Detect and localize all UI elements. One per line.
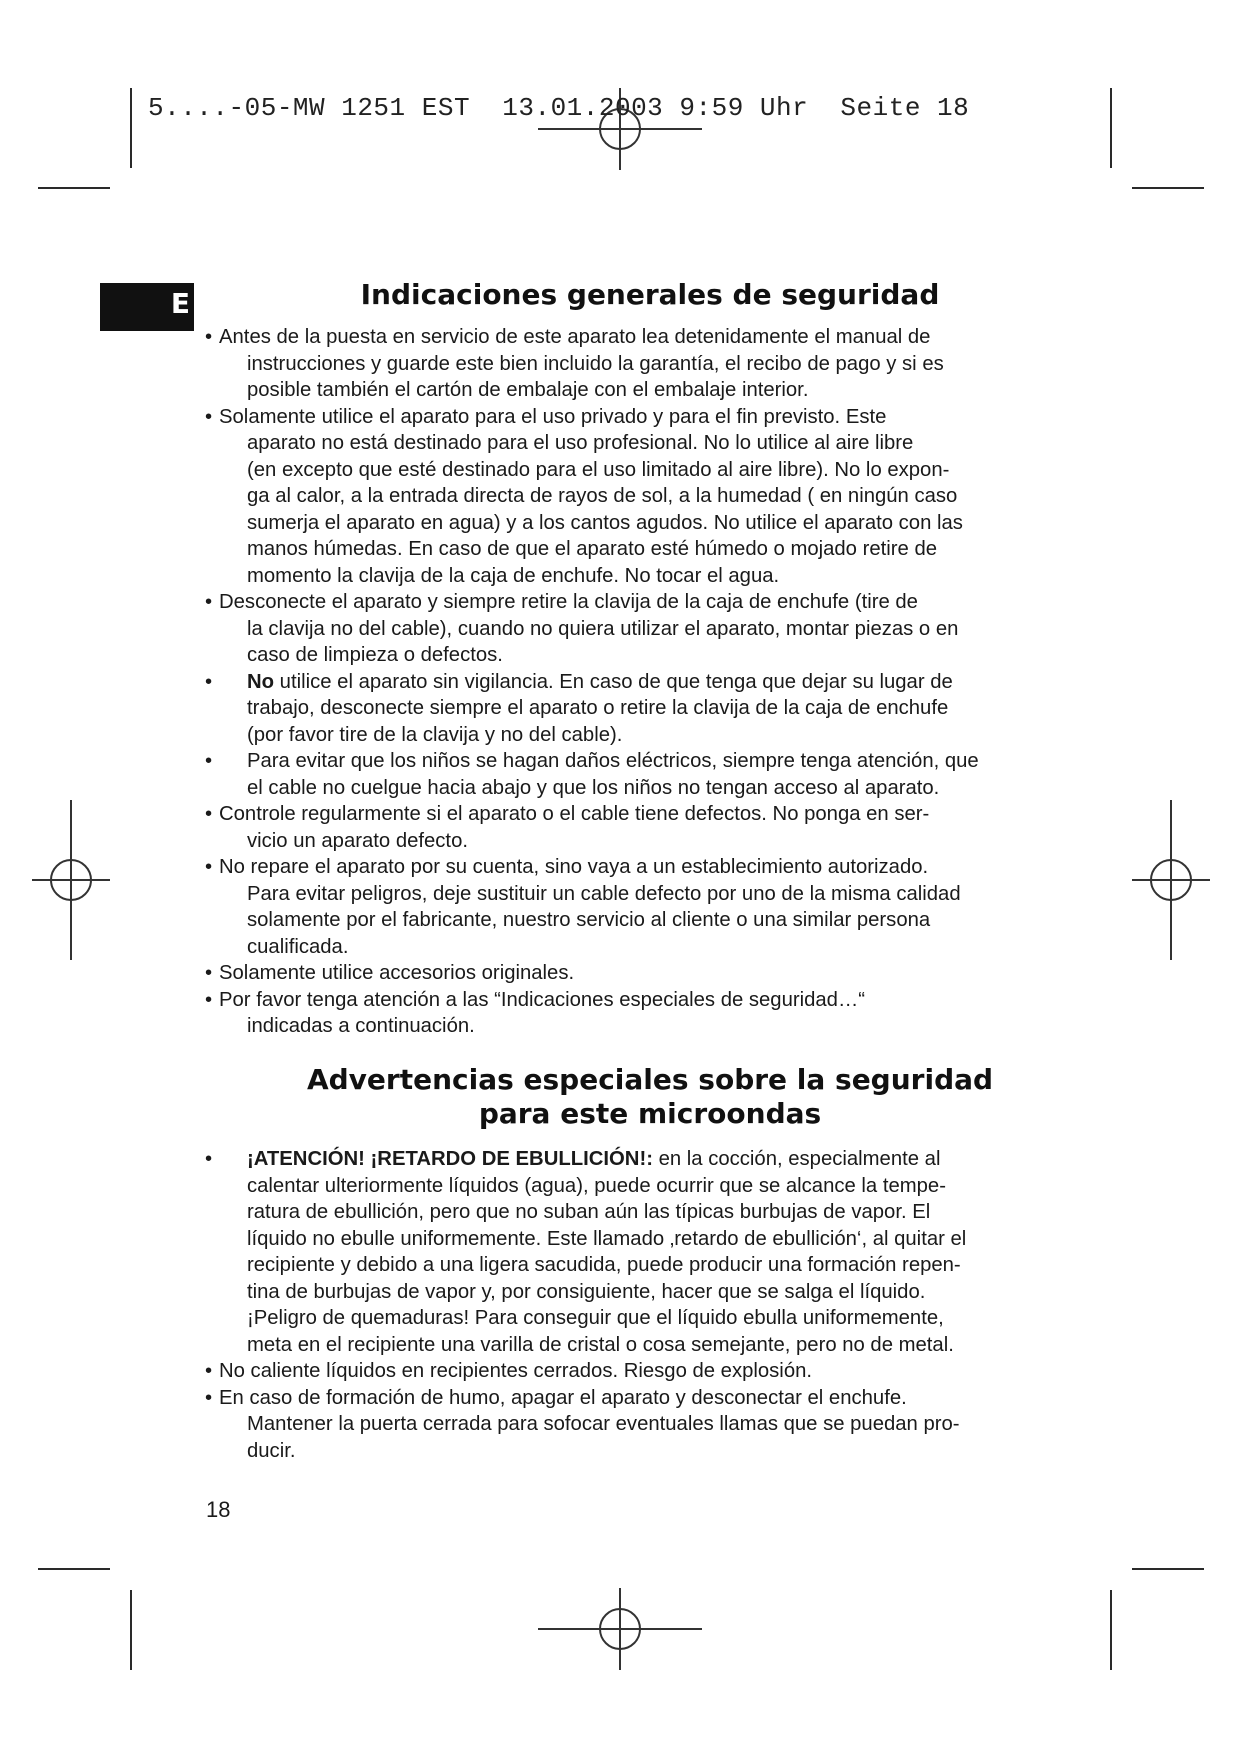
text-line bbox=[247, 642, 1075, 669]
section-title-general-safety: Indicaciones generales de seguridad bbox=[360, 278, 940, 311]
line-text: cualificada. bbox=[247, 935, 349, 958]
text-line bbox=[247, 377, 1075, 404]
list-item bbox=[205, 748, 1075, 801]
text-line bbox=[247, 1013, 1075, 1040]
text-line bbox=[247, 722, 1075, 749]
line-text: el cable no cuelgue hacia abajo y que los niños no tengan acceso al aparato. bbox=[247, 776, 940, 799]
crop-mark bbox=[1110, 1590, 1112, 1670]
line-text: calentar ulteriormente líquidos (agua), puede ocurrir que se alcance la tempe- bbox=[247, 1174, 946, 1197]
text-line bbox=[247, 907, 1075, 934]
crop-mark bbox=[130, 1590, 132, 1670]
list-item bbox=[205, 960, 1075, 987]
line-text: aparato no está destinado para el uso profesional. No lo utilice al aire libre bbox=[247, 432, 914, 454]
text-line bbox=[219, 1358, 1075, 1385]
crop-mark bbox=[1132, 187, 1204, 189]
general-safety-list bbox=[205, 324, 1075, 1040]
text-line bbox=[247, 351, 1075, 378]
bullet-icon: • bbox=[205, 591, 213, 613]
line-text: manos húmedas. En caso de que el aparato esté húmedo o mojado retire de bbox=[247, 538, 937, 560]
line-text: caso de limpieza o defectos. bbox=[247, 644, 503, 666]
line-text: No caliente líquidos en recipientes cerrados. Riesgo de explosión. bbox=[219, 1360, 813, 1382]
page-number: 18 bbox=[206, 1497, 231, 1522]
line-text: meta en el recipiente una varilla de cristal o cosa semejante, pero no de metal. bbox=[247, 1333, 954, 1356]
section-title-special-warnings bbox=[200, 1063, 1100, 1131]
text-line bbox=[219, 960, 1075, 987]
line-text: (por favor tire de la clavija y no del cable). bbox=[247, 723, 623, 746]
line-text: solamente por el fabricante, nuestro servicio al cliente o una similar persona bbox=[247, 909, 931, 931]
text-line bbox=[219, 324, 1075, 351]
text-line bbox=[247, 934, 1075, 961]
line-text: En caso de formación de humo, apagar el aparato y desconectar el enchufe. bbox=[219, 1386, 907, 1409]
line-text: en la cocción, especialmente al bbox=[652, 1148, 941, 1170]
text-line bbox=[219, 1385, 1075, 1412]
text-line bbox=[247, 775, 1075, 802]
bullet-icon: • bbox=[205, 1148, 213, 1170]
line-text: trabajo, desconecte siempre el aparato o retire la clavija de la caja de enchufe bbox=[247, 697, 949, 719]
list-item bbox=[205, 987, 1075, 1040]
text-line bbox=[247, 881, 1075, 908]
text-line bbox=[247, 1173, 1075, 1200]
line-text: No repare el aparato por su cuenta, sino vaya a un establecimiento autorizado. bbox=[219, 856, 929, 878]
bullet-icon: • bbox=[205, 803, 213, 825]
line-text: sumerja el aparato en agua) y a los cantos agudos. No utilice el aparato con las bbox=[247, 511, 963, 534]
list-item bbox=[205, 801, 1075, 854]
language-tab-label: E bbox=[170, 287, 190, 320]
list-item bbox=[205, 1358, 1075, 1385]
line-text: tina de burbujas de vapor y, por consiguiente, hacer que se salga el líquido. bbox=[247, 1280, 926, 1303]
text-line bbox=[247, 1279, 1075, 1306]
text-line bbox=[247, 457, 1075, 484]
text-line bbox=[247, 828, 1075, 855]
line-text: ratura de ebullición, pero que no suban aún las típicas burbujas de vapor. El bbox=[247, 1201, 931, 1223]
line-text: instrucciones y guarde este bien incluido la garantía, el recibo de pago y si es bbox=[247, 352, 944, 375]
line-text: la clavija no del cable), cuando no quiera utilizar el aparato, montar piezas o en bbox=[247, 617, 959, 640]
line-text: Solamente utilice el aparato para el uso privado y para el fin previsto. Este bbox=[219, 405, 887, 428]
line-text: Por favor tenga atención a las “Indicaciones especiales de seguridad…“ bbox=[219, 988, 865, 1011]
crop-mark bbox=[38, 1568, 110, 1570]
text-line bbox=[247, 430, 1075, 457]
list-item bbox=[205, 854, 1075, 960]
bullet-icon: • bbox=[205, 1360, 213, 1382]
line-text: indicadas a continuación. bbox=[247, 1015, 475, 1037]
line-text: líquido no ebulle uniformemente. Este llamado ‚retardo de ebullición‘, al quitar el bbox=[247, 1227, 967, 1250]
text-line bbox=[247, 1146, 1075, 1173]
section-title-line: para este microondas bbox=[478, 1097, 822, 1130]
list-item bbox=[205, 324, 1075, 404]
line-text: Desconecte el aparato y siempre retire la clavija de la caja de enchufe (tire de bbox=[219, 591, 918, 613]
list-item bbox=[205, 669, 1075, 749]
text-line bbox=[247, 1305, 1075, 1332]
line-text: Mantener la puerta cerrada para sofocar eventuales llamas que se puedan pro- bbox=[247, 1413, 960, 1435]
registration-mark-left bbox=[32, 800, 110, 960]
line-text: ¡Peligro de quemaduras! Para conseguir que el líquido ebulla uniformemente, bbox=[247, 1307, 944, 1329]
text-line bbox=[247, 748, 1075, 775]
line-text: Para evitar que los niños se hagan daños eléctricos, siempre tenga atención, que bbox=[247, 750, 979, 772]
bullet-icon: • bbox=[205, 962, 213, 984]
registration-mark-right bbox=[1132, 800, 1210, 960]
bold-lead: No bbox=[247, 670, 275, 693]
text-line bbox=[247, 536, 1075, 563]
bullet-icon: • bbox=[205, 750, 213, 772]
text-line bbox=[219, 854, 1075, 881]
line-text: Para evitar peligros, deje sustituir un cable defecto por uno de la misma calidad bbox=[247, 882, 961, 905]
list-item bbox=[205, 1146, 1075, 1358]
crop-mark bbox=[1110, 88, 1112, 168]
text-line bbox=[247, 1199, 1075, 1226]
text-line bbox=[247, 483, 1075, 510]
bullet-icon: • bbox=[205, 326, 213, 348]
line-text: vicio un aparato defecto. bbox=[247, 829, 468, 852]
line-text: ducir. bbox=[247, 1439, 296, 1462]
text-line bbox=[247, 1332, 1075, 1359]
text-line bbox=[219, 801, 1075, 828]
list-item bbox=[205, 404, 1075, 590]
text-line bbox=[247, 1438, 1075, 1465]
line-text: Solamente utilice accesorios originales. bbox=[219, 962, 575, 984]
text-line bbox=[247, 563, 1075, 590]
section-title-line: Advertencias especiales sobre la seguridad bbox=[306, 1063, 994, 1096]
text-line bbox=[247, 510, 1075, 537]
language-tab bbox=[100, 283, 194, 331]
line-text: Antes de la puesta en servicio de este aparato lea detenidamente el manual de bbox=[219, 326, 931, 348]
text-line bbox=[247, 1226, 1075, 1253]
line-text: posible también el cartón de embalaje con el embalaje interior. bbox=[247, 379, 809, 401]
line-text: recipiente y debido a una ligera sacudida, puede producir una formación repen- bbox=[247, 1254, 961, 1276]
line-text: utilice el aparato sin vigilancia. En caso de que tenga que dejar su lugar de bbox=[274, 670, 953, 693]
text-line bbox=[219, 404, 1075, 431]
line-text: Controle regularmente si el aparato o el cable tiene defectos. No ponga en ser- bbox=[219, 803, 930, 825]
bold-lead: ¡ATENCIÓN! ¡RETARDO DE EBULLICIÓN!: bbox=[247, 1148, 653, 1170]
text-line bbox=[247, 1252, 1075, 1279]
microwave-warnings-list bbox=[205, 1146, 1075, 1464]
bullet-icon: • bbox=[205, 1386, 213, 1409]
bullet-icon: • bbox=[205, 405, 213, 428]
printer-slug: 5....-05-MW 1251 EST 13.01.2003 9:59 Uhr Seite 18 bbox=[148, 93, 970, 123]
list-item bbox=[205, 1385, 1075, 1465]
crop-mark bbox=[38, 187, 110, 189]
line-text: (en excepto que esté destinado para el uso limitado al aire libre). No lo expon- bbox=[247, 458, 950, 481]
crop-mark bbox=[1132, 1568, 1204, 1570]
text-line bbox=[219, 987, 1075, 1014]
crop-mark bbox=[130, 88, 132, 168]
bullet-icon: • bbox=[205, 988, 213, 1011]
line-text: momento la clavija de la caja de enchufe. No tocar el agua. bbox=[247, 564, 780, 587]
text-line bbox=[219, 589, 1075, 616]
list-item bbox=[205, 589, 1075, 669]
registration-mark-bottom bbox=[538, 1588, 702, 1670]
text-line bbox=[247, 669, 1075, 696]
line-text: ga al calor, a la entrada directa de rayos de sol, a la humedad ( en ningún caso bbox=[247, 485, 958, 507]
bullet-icon: • bbox=[205, 856, 213, 878]
text-line bbox=[247, 695, 1075, 722]
text-line bbox=[247, 1411, 1075, 1438]
text-line bbox=[247, 616, 1075, 643]
bullet-icon: • bbox=[205, 670, 213, 693]
